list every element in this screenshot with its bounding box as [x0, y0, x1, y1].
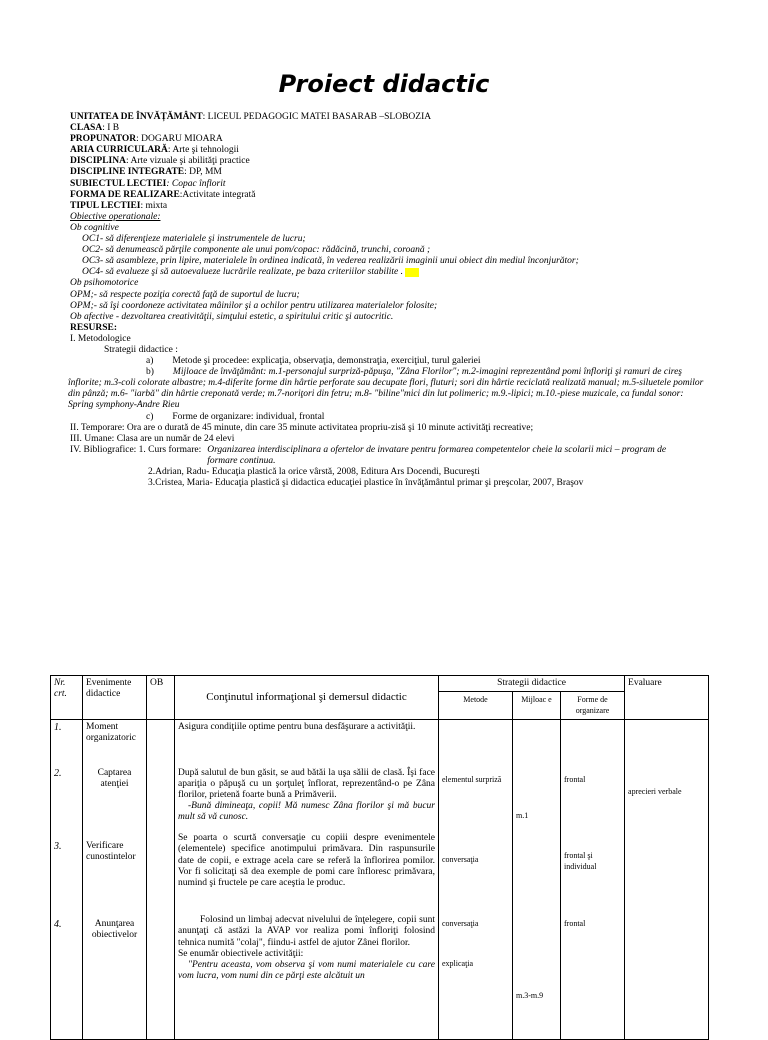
bibliografie-block — [70, 445, 710, 467]
obiective-heading: Obiective operationale: — [70, 211, 161, 222]
forma-value: :Activitate integrată — [179, 189, 256, 200]
c-label: c) — [146, 411, 154, 422]
row-2-eveniment: Captarea atenţiei — [97, 767, 132, 789]
mijloace-text: Mijloace de învăţământ: m.1-personajul surpriză-păpuşa, "Zâna Florilor"; m.2-imagini reprezentând pomi înfloriţi şi ramuri de cireş înflorite; m.3-coli colorate albastre; m.4-diferite forme din hârtie perforate sau decupate flori, fluturi; sori din hârtie reciclată realizată manual; m.5-siluetele pomilor din pânză; m.6- "iarbă" din hârtie creponată verde; m.7-noriţori din fetru; m.8- "biline"mici din lut polimeric; m.9.-lipici; m.10.-piese muzicale, ca fundal sonor: Spring symphony-Andre Rieu — [68, 367, 704, 411]
ob-afective-item: Ob afective - dezvoltarea creativităţii, simţului estetic, a spiritului critic şi autocritic. — [70, 311, 394, 322]
row-2-forme: frontal — [564, 774, 586, 784]
row-1-eveniment: Moment organizatoric — [86, 721, 136, 743]
integrate-line — [70, 167, 710, 178]
col-header-evaluare: Evaluare — [625, 676, 709, 720]
propunator-label: PROPUNATOR — [70, 134, 137, 145]
evaluare-column — [625, 719, 709, 1039]
forma-label: FORMA DE REALIZARE — [70, 189, 180, 200]
ob-cognitive-heading: Ob cognitive — [70, 222, 119, 233]
biblio-label: IV. Bibliografice: 1. Curs formare: — [70, 444, 202, 455]
row-4-eveniment: Anunţarea obiectivelor — [91, 918, 138, 940]
row-4-forme: frontal — [564, 918, 586, 928]
col-header-evenimente: Evenimente didactice — [83, 676, 147, 720]
row-3-forme: frontal şi individual — [564, 850, 597, 871]
forme-column — [561, 719, 625, 1039]
unitatea-label: UNITATEA DE ÎNVĂȚĂMÂNT — [70, 112, 203, 122]
row-2-continut-b: -Bună dimineaţa, copii! Mă numesc Zâna florilor şi mă bucur mult să vă cunosc. — [178, 801, 435, 823]
subiect-value: : Copac înflorit — [166, 178, 226, 189]
lesson-plan-table — [50, 675, 709, 1040]
opm2-item: OPM;- să îşi coordoneze activitatea mâinilor şi a ochilor pentru utilizarea materialelor folosite; — [70, 300, 438, 311]
subiect-line — [70, 179, 710, 190]
metode-column — [439, 719, 513, 1039]
opm1-item: OPM;- să respecte poziţia corectă faţă de suportul de lucru; — [70, 289, 300, 300]
row-1-nr: 1. — [54, 721, 62, 733]
forme-line — [70, 412, 710, 423]
evenimente-column — [83, 719, 147, 1039]
col-header-ob: OB — [147, 676, 175, 720]
row-4-mijloace: m.3-m.9 — [516, 990, 544, 1000]
oc2-item: OC2- să denumească părţile componente ale unui pom/copac: rădăcină, trunchi, coroană ; — [82, 245, 431, 256]
propunator-line — [70, 134, 710, 145]
umane-line: III. Umane: Clasa are un număr de 24 elevi — [70, 433, 235, 444]
page-title: Proiect didactic — [278, 70, 490, 98]
aria-line — [70, 145, 710, 156]
table-body-row — [51, 719, 709, 1039]
unitatea-line — [70, 112, 710, 123]
row-2-nr: 2. — [54, 767, 62, 779]
row-2-metode: elementul surpriză — [442, 774, 502, 784]
col-header-nr: Nr. crt. — [51, 676, 83, 720]
col-header-strategii: Strategii didactice — [439, 676, 625, 692]
clasa-line — [70, 123, 710, 134]
integrate-label: DISCIPLINE INTEGRATE — [70, 167, 185, 178]
col-header-forme: Forme de organizare — [561, 692, 625, 719]
tipul-line — [70, 201, 710, 212]
row-4-nr: 4. — [54, 918, 62, 930]
aria-label: ARIA CURRICULARĂ — [70, 145, 168, 156]
biblio-item-2: 2.Adrian, Radu- Educaţia plastică la orice vârstă, 2008, Editura Ars Docendi, Bucureşti — [148, 467, 480, 477]
disciplina-line — [70, 156, 710, 167]
ob-column — [147, 719, 175, 1039]
b-label: b) — [146, 367, 154, 378]
row-4-metode: conversaţia — [442, 918, 479, 928]
oc4-item: OC4- să evalueze şi să autoevalueze lucrările realizate, pe baza criteriilor stabilite . — [82, 267, 404, 278]
forme-text: Forme de organizare: individual, frontal — [172, 411, 325, 422]
row-4-continut-b: Se enumăr obiectivele activităţii: — [178, 948, 304, 959]
oc1-item: OC1- să diferenţieze materialele şi instrumentele de lucru; — [82, 234, 306, 245]
col-header-continut: Conţinutul informaţional şi demersul didactic — [175, 676, 439, 720]
mijloace-column — [513, 719, 561, 1039]
row-4-metode-b: explicaţia — [442, 958, 474, 968]
mijloace-line — [68, 367, 710, 411]
highlight-mark — [405, 268, 419, 277]
row-3-eveniment: Verificare cunostintelor — [86, 840, 136, 862]
metode-text: Metode şi procedee: explicaţia, observaţia, demonstraţia, exerciţiul, turul galeriei — [172, 356, 481, 367]
subiect-label: SUBIECTUL LECTIEI — [70, 178, 167, 189]
row-4-continut: Folosind un limbaj adecvat nivelului de înţelegere, copii sunt anunţaţi că astăzi la AVAP vor realiza pomi înfloriţi folosind tehnica numită "colaj", fiindu-i astfel de ajutor Zânei florilor. — [178, 915, 435, 948]
ob-psihomotorii-heading: Ob psihomotorice — [70, 278, 139, 289]
metode-line — [70, 356, 710, 367]
strategii-heading: Strategii didactice : — [104, 344, 178, 355]
tipul-value: : mixta — [140, 200, 168, 211]
clasa-value: : I B — [102, 123, 120, 134]
oc4-line — [70, 267, 710, 278]
biblio-item-1: Organizarea interdisciplinara a ofertelor de invatare pentru formarea competentelor cheie la scolarii mici – program de formare continua. — [207, 444, 667, 466]
col-header-metode: Metode — [439, 692, 513, 719]
oc3-item: OC3- să asambleze, prin lipire, materialele în ordinea indicată, în vederea realizării imaginii unui obiect din mediul înconjurător; — [82, 256, 579, 267]
integrate-value: : DP, MM — [184, 167, 222, 178]
row-3-continut: Se poarta o scurtă conversaţie cu copiii despre evenimentele (elementele) specifice anotimpului primăvara. Din raspunsurile date de copii, e extrage acela care se referă la înflorirea pomilor. Vor fi solicitaţi să dea exemple de pomi care înfloresc primăvara, numind şi fructele pe care aceştia le produc. — [178, 833, 435, 889]
propunator-value: : DOGARU MIOARA — [136, 134, 223, 145]
row-2-evaluare: aprecieri verbale — [628, 786, 682, 796]
row-3-nr: 3. — [54, 840, 62, 852]
row-2-continut: După salutul de bun găsit, se aud bătăi la uşa sălii de clasă. Îşi face apariţia o păpuşă cu un şorţuleţ înflorat, reprezentând-o pe Zâna florilor, prietenă foarte bună a Primăverii. — [178, 767, 435, 801]
resurse-heading: RESURSE: — [70, 322, 117, 333]
row-1-continut: Asigura condiţiile optime pentru buna desfăşurare a activităţii. — [178, 721, 416, 732]
clasa-label: CLASA — [70, 123, 103, 134]
lesson-header — [70, 112, 710, 489]
row-4-continut-c: "Pentru aceasta, vom observa şi vom numi materialele cu care vom lucra, vom numi din ce părţi este alcătuit un — [178, 960, 435, 982]
unitatea-value: : LICEUL PEDAGOGIC MATEI BASARAB –SLOBOZIA — [202, 112, 432, 122]
biblio-item-3: 3.Cristea, Maria- Educaţia plastică şi didactica educaţiei plastice în învăţământul primar şi preşcolar, 2007, Braşov — [148, 478, 584, 489]
tipul-label: TIPUL LECTIEI — [70, 200, 141, 211]
row-2-mijloace: m.1 — [516, 810, 529, 820]
table-header-row — [51, 676, 709, 692]
forma-line — [70, 190, 710, 201]
disciplina-label: DISCIPLINA — [70, 156, 126, 167]
metodologice-heading: I. Metodologice — [70, 333, 131, 344]
aria-value: : Arte şi tehnologii — [167, 145, 239, 156]
a-label: a) — [146, 356, 154, 367]
continut-column — [175, 719, 439, 1039]
temporare-line: II. Temporare: Ora are o durată de 45 minute, din care 35 minute activitatea propriu-zisă şi 10 minute activităţi recreative; — [70, 422, 534, 433]
disciplina-value: : Arte vizuale şi abilităţi practice — [125, 156, 250, 167]
nr-column — [51, 719, 83, 1039]
col-header-mijloace: Mijloac e — [513, 692, 561, 719]
row-3-metode: conversaţia — [442, 854, 479, 864]
